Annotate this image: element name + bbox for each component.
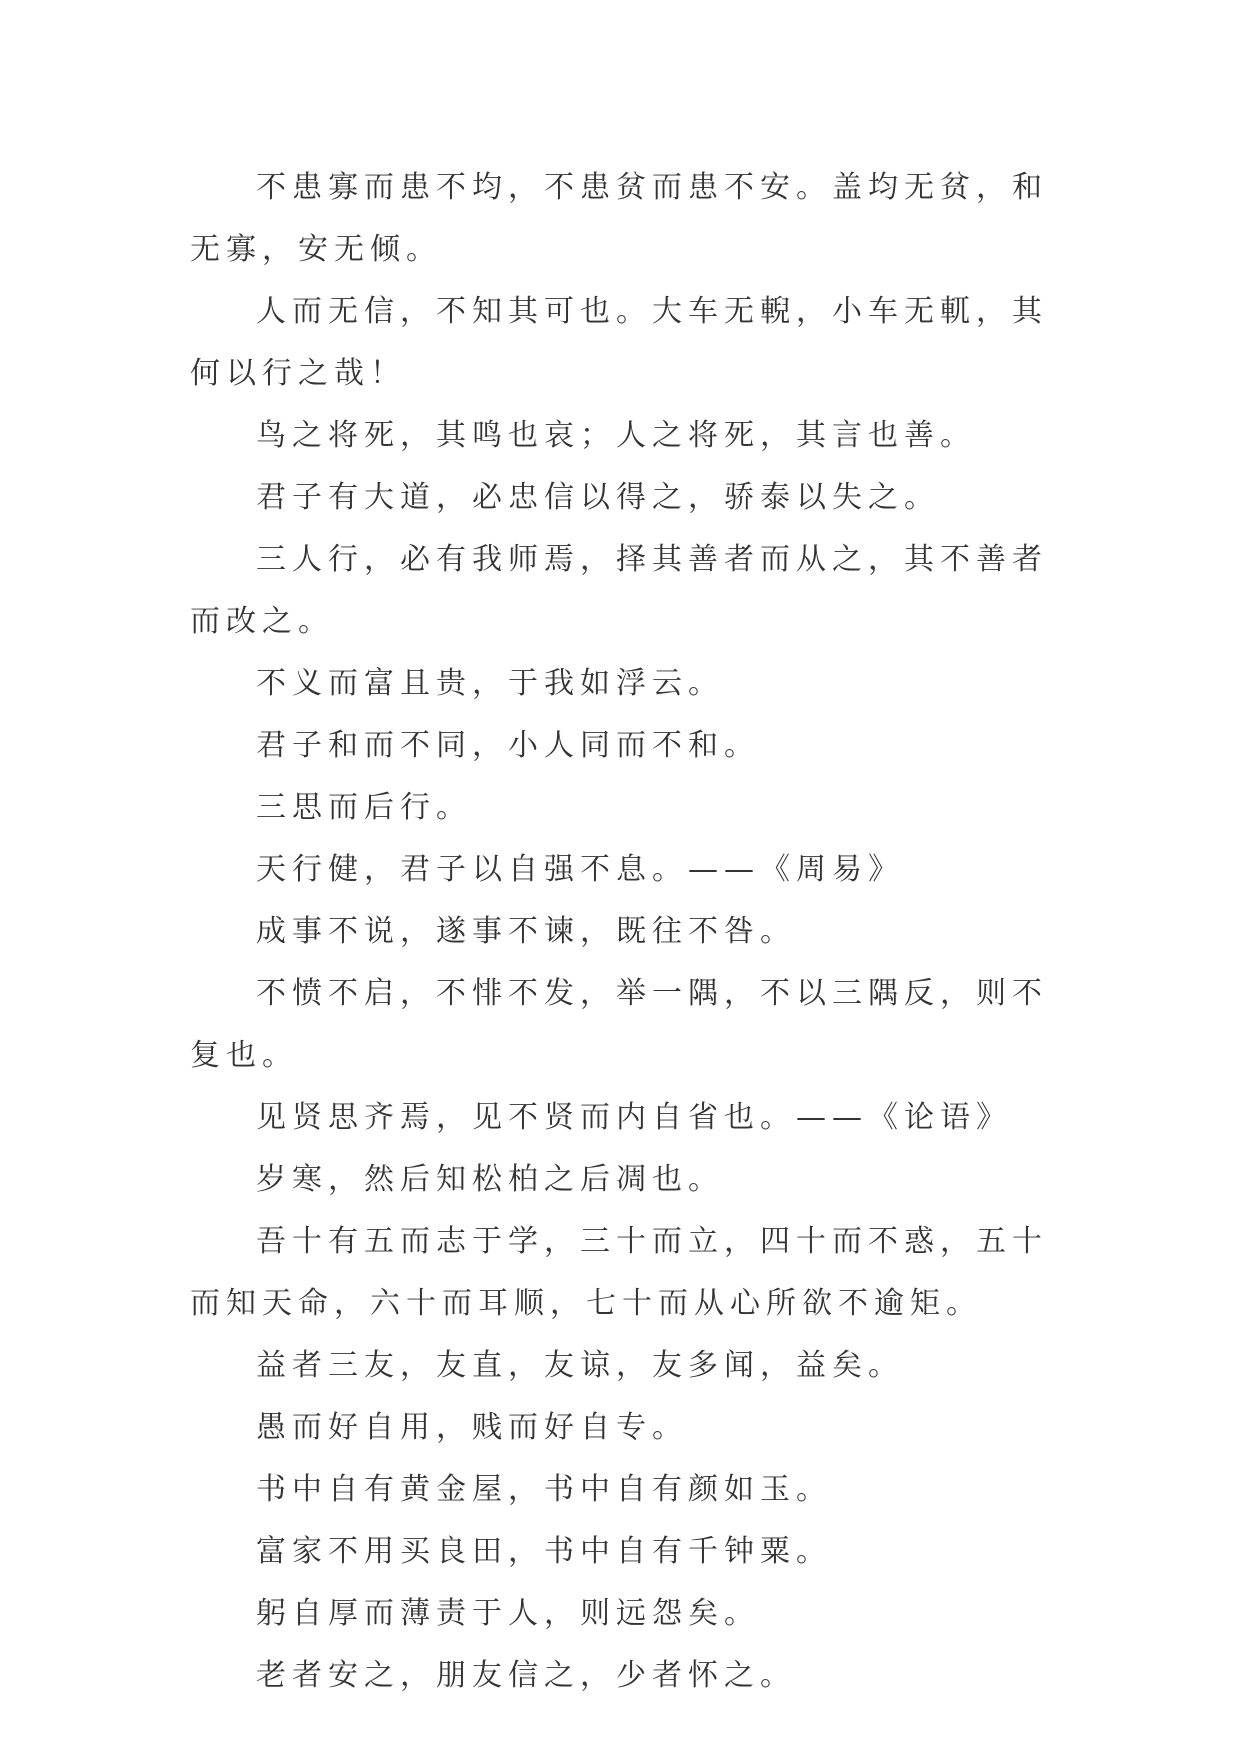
paragraph: 不愤不启，不悱不发，举一隅，不以三隅反，则不复也。: [190, 976, 1048, 1073]
paragraph: 三思而后行。: [256, 790, 472, 825]
paragraph: 君子和而不同，小人同而不和。: [256, 728, 760, 763]
document-body: [190, 157, 1060, 1707]
paragraph: 吾十有五而志于学，三十而立，四十而不惑，五十而知天命，六十而耳顺，七十而从心所欲不逾矩。: [190, 1224, 1048, 1321]
paragraph: 岁寒，然后知松柏之后凋也。: [256, 1162, 724, 1197]
paragraph: 成事不说，遂事不谏，既往不咎。: [256, 914, 796, 949]
paragraph: 鸟之将死，其鸣也哀；人之将死，其言也善。: [256, 418, 976, 453]
paragraph: 不患寡而患不均，不患贫而患不安。盖均无贫，和无寡，安无倾。: [190, 170, 1048, 267]
paragraph: 不义而富且贵，于我如浮云。: [256, 666, 724, 701]
paragraph: 愚而好自用，贱而好自专。: [256, 1410, 688, 1445]
paragraph: 老者安之，朋友信之，少者怀之。: [256, 1658, 796, 1693]
paragraph: 躬自厚而薄责于人，则远怨矣。: [256, 1596, 760, 1631]
paragraph: 君子有大道，必忠信以得之，骄泰以失之。: [256, 480, 940, 515]
paragraph: 三人行，必有我师焉，择其善者而从之，其不善者而改之。: [190, 542, 1048, 639]
paragraph: 益者三友，友直，友谅，友多闻，益矣。: [256, 1348, 904, 1383]
paragraph: 天行健，君子以自强不息。——《周易》: [256, 852, 904, 887]
paragraph: 见贤思齐焉，见不贤而内自省也。——《论语》: [256, 1100, 1012, 1135]
paragraph: 人而无信，不知其可也。大车无輗，小车无軏，其何以行之哉！: [190, 294, 1048, 391]
paragraph: 富家不用买良田，书中自有千钟粟。: [256, 1534, 832, 1569]
paragraph: 书中自有黄金屋，书中自有颜如玉。: [256, 1472, 832, 1507]
